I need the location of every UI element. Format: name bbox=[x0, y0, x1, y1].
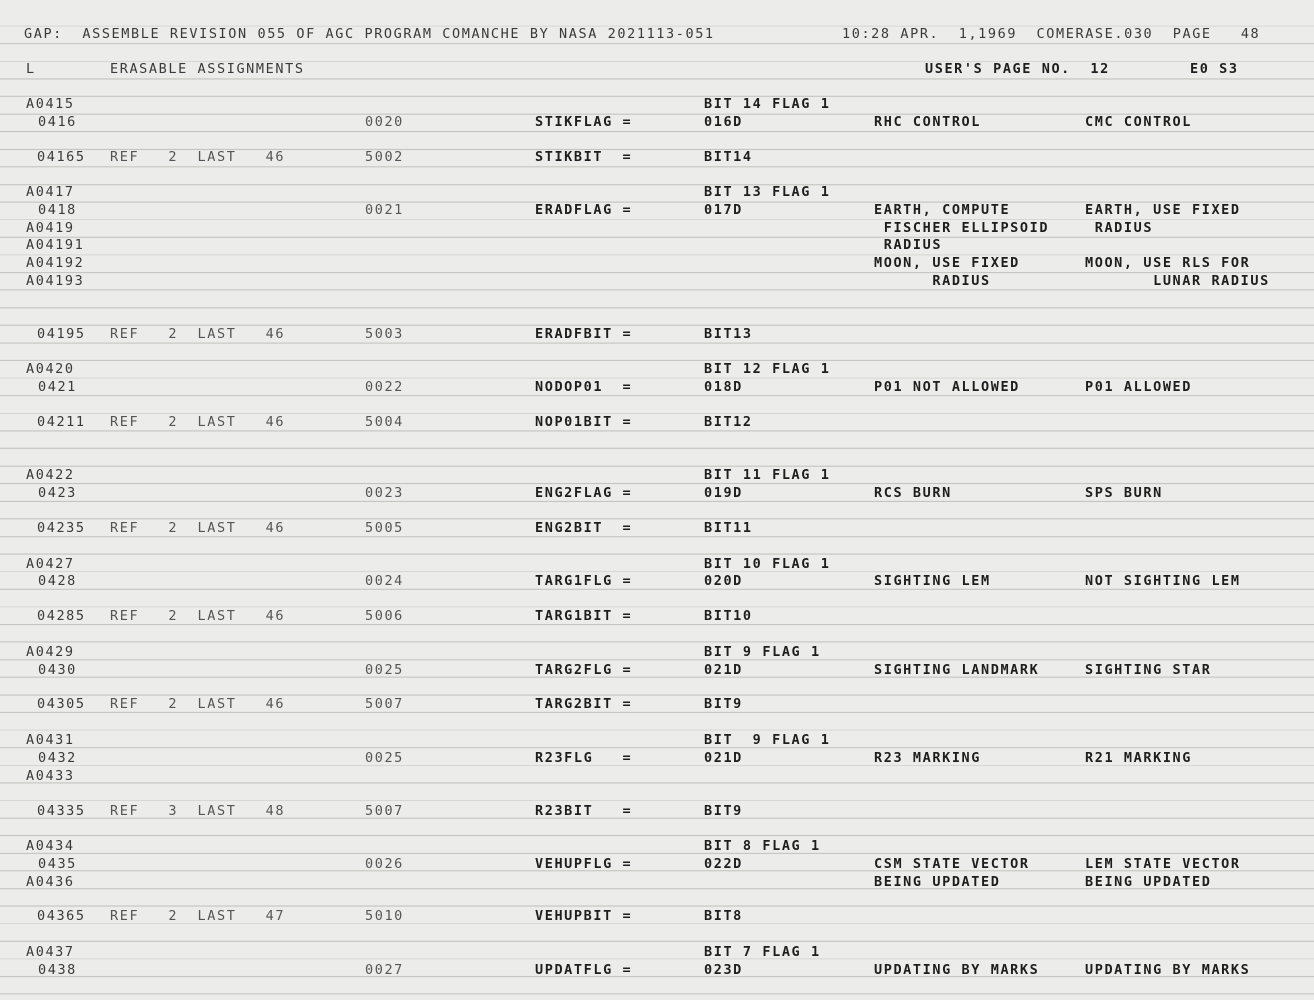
comment-set: SIGHTING LEM bbox=[874, 573, 991, 589]
line-label: 0438 bbox=[38, 962, 77, 978]
address: 5010 bbox=[365, 908, 404, 924]
line-label: A0434 bbox=[26, 838, 75, 854]
user-page-number: USER'S PAGE NO. 12 bbox=[925, 61, 1110, 77]
comment-reset: CMC CONTROL bbox=[1085, 114, 1193, 130]
address: 5004 bbox=[365, 414, 404, 430]
comment-reset: MOON, USE RLS FOR bbox=[1085, 255, 1251, 271]
address: 5007 bbox=[365, 696, 404, 712]
value: BIT10 bbox=[704, 608, 753, 624]
value: 023D bbox=[704, 962, 743, 978]
line-label: A04193 bbox=[26, 273, 85, 289]
comment-reset: R21 MARKING bbox=[1085, 750, 1193, 766]
line-label: A0420 bbox=[26, 361, 75, 377]
address: 0023 bbox=[365, 485, 404, 501]
symbol-definition: STIKBIT = bbox=[535, 149, 633, 165]
bit-flag-note: BIT 13 FLAG 1 bbox=[704, 184, 831, 200]
address: 5007 bbox=[365, 803, 404, 819]
symbol-definition: ERADFLAG = bbox=[535, 202, 633, 218]
value: BIT13 bbox=[704, 326, 753, 342]
comment-set: UPDATING BY MARKS bbox=[874, 962, 1040, 978]
address: 5003 bbox=[365, 326, 404, 342]
section-title: ERASABLE ASSIGNMENTS bbox=[110, 61, 305, 77]
value: 017D bbox=[704, 202, 743, 218]
line-label: A0429 bbox=[26, 644, 75, 660]
line-label: A0431 bbox=[26, 732, 75, 748]
value: 020D bbox=[704, 573, 743, 589]
comment-set: RADIUS bbox=[874, 273, 991, 289]
symbol-definition: VEHUPBIT = bbox=[535, 908, 633, 924]
line-label: A04192 bbox=[26, 255, 85, 271]
value: BIT9 bbox=[704, 696, 743, 712]
symbol-definition: ERADFBIT = bbox=[535, 326, 633, 342]
symbol-definition: STIKFLAG = bbox=[535, 114, 633, 130]
line-label: 04285 bbox=[37, 608, 86, 624]
comment-reset: EARTH, USE FIXED bbox=[1085, 202, 1241, 218]
address: 5005 bbox=[365, 520, 404, 536]
comment-reset: NOT SIGHTING LEM bbox=[1085, 573, 1241, 589]
value: 022D bbox=[704, 856, 743, 872]
value: 018D bbox=[704, 379, 743, 395]
line-label: 04305 bbox=[37, 696, 86, 712]
line-label: A0417 bbox=[26, 184, 75, 200]
value: 021D bbox=[704, 750, 743, 766]
value: 016D bbox=[704, 114, 743, 130]
line-label: A04191 bbox=[26, 237, 85, 253]
comment-reset: P01 ALLOWED bbox=[1085, 379, 1193, 395]
line-label: 0432 bbox=[38, 750, 77, 766]
symbol-definition: TARG1BIT = bbox=[535, 608, 633, 624]
line-label: A0433 bbox=[26, 768, 75, 784]
symbol-definition: NODOP01 = bbox=[535, 379, 633, 395]
comment-set: MOON, USE FIXED bbox=[874, 255, 1020, 271]
symbol-definition: ENG2FLAG = bbox=[535, 485, 633, 501]
value: BIT9 bbox=[704, 803, 743, 819]
comment-reset: RADIUS bbox=[1085, 220, 1154, 236]
comment-set: SIGHTING LANDMARK bbox=[874, 662, 1040, 678]
symbol-definition: UPDATFLG = bbox=[535, 962, 633, 978]
line-label: 04211 bbox=[37, 414, 86, 430]
line-label: 04195 bbox=[37, 326, 86, 342]
value: BIT14 bbox=[704, 149, 753, 165]
reference-info: REF 3 LAST 48 bbox=[110, 803, 286, 819]
line-label: 0428 bbox=[38, 573, 77, 589]
comment-set: CSM STATE VECTOR bbox=[874, 856, 1030, 872]
line-label: 0423 bbox=[38, 485, 77, 501]
value: 021D bbox=[704, 662, 743, 678]
bit-flag-note: BIT 9 FLAG 1 bbox=[704, 732, 831, 748]
line-label: 0430 bbox=[38, 662, 77, 678]
line-label: 04335 bbox=[37, 803, 86, 819]
comment-set: RCS BURN bbox=[874, 485, 952, 501]
comment-set: R23 MARKING bbox=[874, 750, 982, 766]
comment-set: RADIUS bbox=[874, 237, 943, 253]
line-label: A0419 bbox=[26, 220, 75, 236]
bit-flag-note: BIT 14 FLAG 1 bbox=[704, 96, 831, 112]
symbol-definition: ENG2BIT = bbox=[535, 520, 633, 536]
reference-info: REF 2 LAST 46 bbox=[110, 414, 286, 430]
line-label: 0416 bbox=[38, 114, 77, 130]
symbol-definition: NOP01BIT = bbox=[535, 414, 633, 430]
bit-flag-note: BIT 7 FLAG 1 bbox=[704, 944, 821, 960]
comment-set: BEING UPDATED bbox=[874, 874, 1001, 890]
line-label: 0435 bbox=[38, 856, 77, 872]
value: BIT11 bbox=[704, 520, 753, 536]
value: BIT8 bbox=[704, 908, 743, 924]
header-date-page: 10:28 APR. 1,1969 COMERASE.030 PAGE 48 bbox=[842, 26, 1261, 42]
line-label: A0415 bbox=[26, 96, 75, 112]
address: 0022 bbox=[365, 379, 404, 395]
reference-info: REF 2 LAST 46 bbox=[110, 149, 286, 165]
comment-reset: SIGHTING STAR bbox=[1085, 662, 1212, 678]
line-label: A0437 bbox=[26, 944, 75, 960]
symbol-definition: R23FLG = bbox=[535, 750, 633, 766]
line-label: 0418 bbox=[38, 202, 77, 218]
comment-set: EARTH, COMPUTE bbox=[874, 202, 1011, 218]
address: 5006 bbox=[365, 608, 404, 624]
header-program-title: GAP: ASSEMBLE REVISION 055 OF AGC PROGRAM COMANCHE BY NASA 2021113-051 bbox=[24, 26, 715, 42]
bit-flag-note: BIT 9 FLAG 1 bbox=[704, 644, 821, 660]
comment-set: P01 NOT ALLOWED bbox=[874, 379, 1020, 395]
symbol-definition: R23BIT = bbox=[535, 803, 633, 819]
comment-set: RHC CONTROL bbox=[874, 114, 982, 130]
reference-info: REF 2 LAST 46 bbox=[110, 696, 286, 712]
line-label: A0422 bbox=[26, 467, 75, 483]
bit-flag-note: BIT 11 FLAG 1 bbox=[704, 467, 831, 483]
line-label: A0436 bbox=[26, 874, 75, 890]
value: BIT12 bbox=[704, 414, 753, 430]
comment-reset: LUNAR RADIUS bbox=[1085, 273, 1270, 289]
address: 0025 bbox=[365, 750, 404, 766]
bit-flag-note: BIT 10 FLAG 1 bbox=[704, 556, 831, 572]
address: 0024 bbox=[365, 573, 404, 589]
comment-reset: BEING UPDATED bbox=[1085, 874, 1212, 890]
symbol-definition: TARG2FLG = bbox=[535, 662, 633, 678]
symbol-definition: TARG2BIT = bbox=[535, 696, 633, 712]
line-label: 04365 bbox=[37, 908, 86, 924]
section-ref: E0 S3 bbox=[1190, 61, 1239, 77]
symbol-definition: TARG1FLG = bbox=[535, 573, 633, 589]
line-label: 04165 bbox=[37, 149, 86, 165]
reference-info: REF 2 LAST 46 bbox=[110, 608, 286, 624]
address: 0020 bbox=[365, 114, 404, 130]
address: 0027 bbox=[365, 962, 404, 978]
comment-set: FISCHER ELLIPSOID bbox=[874, 220, 1050, 236]
symbol-definition: VEHUPFLG = bbox=[535, 856, 633, 872]
comment-reset: LEM STATE VECTOR bbox=[1085, 856, 1241, 872]
line-label: A0427 bbox=[26, 556, 75, 572]
section-code: L bbox=[26, 61, 36, 77]
address: 0025 bbox=[365, 662, 404, 678]
address: 5002 bbox=[365, 149, 404, 165]
value: 019D bbox=[704, 485, 743, 501]
bit-flag-note: BIT 8 FLAG 1 bbox=[704, 838, 821, 854]
address: 0026 bbox=[365, 856, 404, 872]
reference-info: REF 2 LAST 46 bbox=[110, 520, 286, 536]
address: 0021 bbox=[365, 202, 404, 218]
reference-info: REF 2 LAST 46 bbox=[110, 326, 286, 342]
line-label: 0421 bbox=[38, 379, 77, 395]
line-label: 04235 bbox=[37, 520, 86, 536]
bit-flag-note: BIT 12 FLAG 1 bbox=[704, 361, 831, 377]
comment-reset: SPS BURN bbox=[1085, 485, 1163, 501]
comment-reset: UPDATING BY MARKS bbox=[1085, 962, 1251, 978]
reference-info: REF 2 LAST 47 bbox=[110, 908, 286, 924]
